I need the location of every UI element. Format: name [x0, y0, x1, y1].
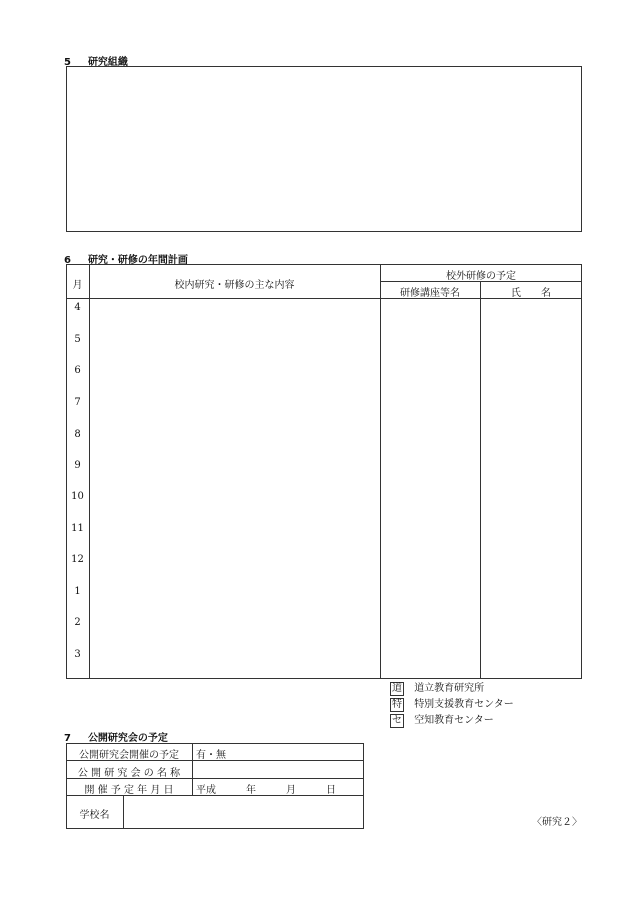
- month-label: 8: [74, 429, 81, 440]
- month-label: 4: [74, 302, 81, 313]
- month-label: 2: [74, 617, 81, 628]
- month-label: 1: [74, 586, 81, 597]
- open-research-table: [66, 743, 364, 829]
- section-5-number: 5: [64, 57, 71, 68]
- row-value-plan[interactable]: 有・無: [196, 750, 226, 761]
- row-label-date: 開 催 予 定 年 月 日: [84, 785, 174, 796]
- section-6-number: 6: [64, 255, 71, 266]
- row-value-name[interactable]: [193, 761, 363, 777]
- row-label-name: 公 開 研 究 会 の 名 称: [77, 768, 181, 779]
- legend-label: 特別支援教育センター: [414, 699, 514, 710]
- legend-item: [390, 697, 514, 713]
- content-entry-area[interactable]: [90, 299, 380, 678]
- month-label: 12: [71, 554, 84, 565]
- month-label: 9: [74, 460, 81, 471]
- month-label: 3: [74, 649, 81, 660]
- header-name: 氏 名: [511, 288, 551, 299]
- section-7-number: 7: [64, 733, 71, 744]
- header-course: 研修講座等名: [400, 288, 460, 299]
- research-organization-box[interactable]: [66, 66, 582, 232]
- month-label: 7: [74, 397, 81, 408]
- annual-plan-table: [66, 264, 582, 679]
- row-value-date[interactable]: 平成 年 月 日: [196, 785, 336, 796]
- legend-mark: 道: [392, 683, 402, 694]
- month-label: 11: [71, 523, 84, 534]
- header-content: 校内研究・研修の主な内容: [174, 280, 295, 291]
- name-entry-area[interactable]: [481, 299, 581, 678]
- header-external: 校外研修の予定: [446, 271, 516, 282]
- month-label: 5: [74, 334, 81, 345]
- row-label-plan: 公開研究会開催の予定: [79, 750, 179, 761]
- course-entry-area[interactable]: [381, 299, 480, 678]
- section-6-title: 研究・研修の年間計画: [87, 255, 188, 266]
- month-label: 6: [74, 365, 81, 376]
- school-name-field[interactable]: [124, 796, 363, 828]
- month-label: 10: [71, 491, 84, 502]
- section-7-heading: [64, 729, 168, 744]
- section-7-title: 公開研究会の予定: [87, 733, 168, 744]
- legend: [390, 681, 514, 729]
- section-5-title: 研究組織: [87, 57, 128, 68]
- page-label: 〈研究２〉: [532, 817, 582, 828]
- school-name-label: 学校名: [79, 810, 110, 821]
- legend-label: 道立教育研究所: [414, 683, 485, 694]
- legend-item: [390, 681, 514, 697]
- legend-mark: セ: [392, 715, 402, 726]
- legend-mark: 特: [392, 699, 402, 710]
- legend-item: [390, 713, 514, 729]
- header-month: 月: [72, 280, 83, 291]
- legend-label: 空知教育センター: [414, 715, 494, 726]
